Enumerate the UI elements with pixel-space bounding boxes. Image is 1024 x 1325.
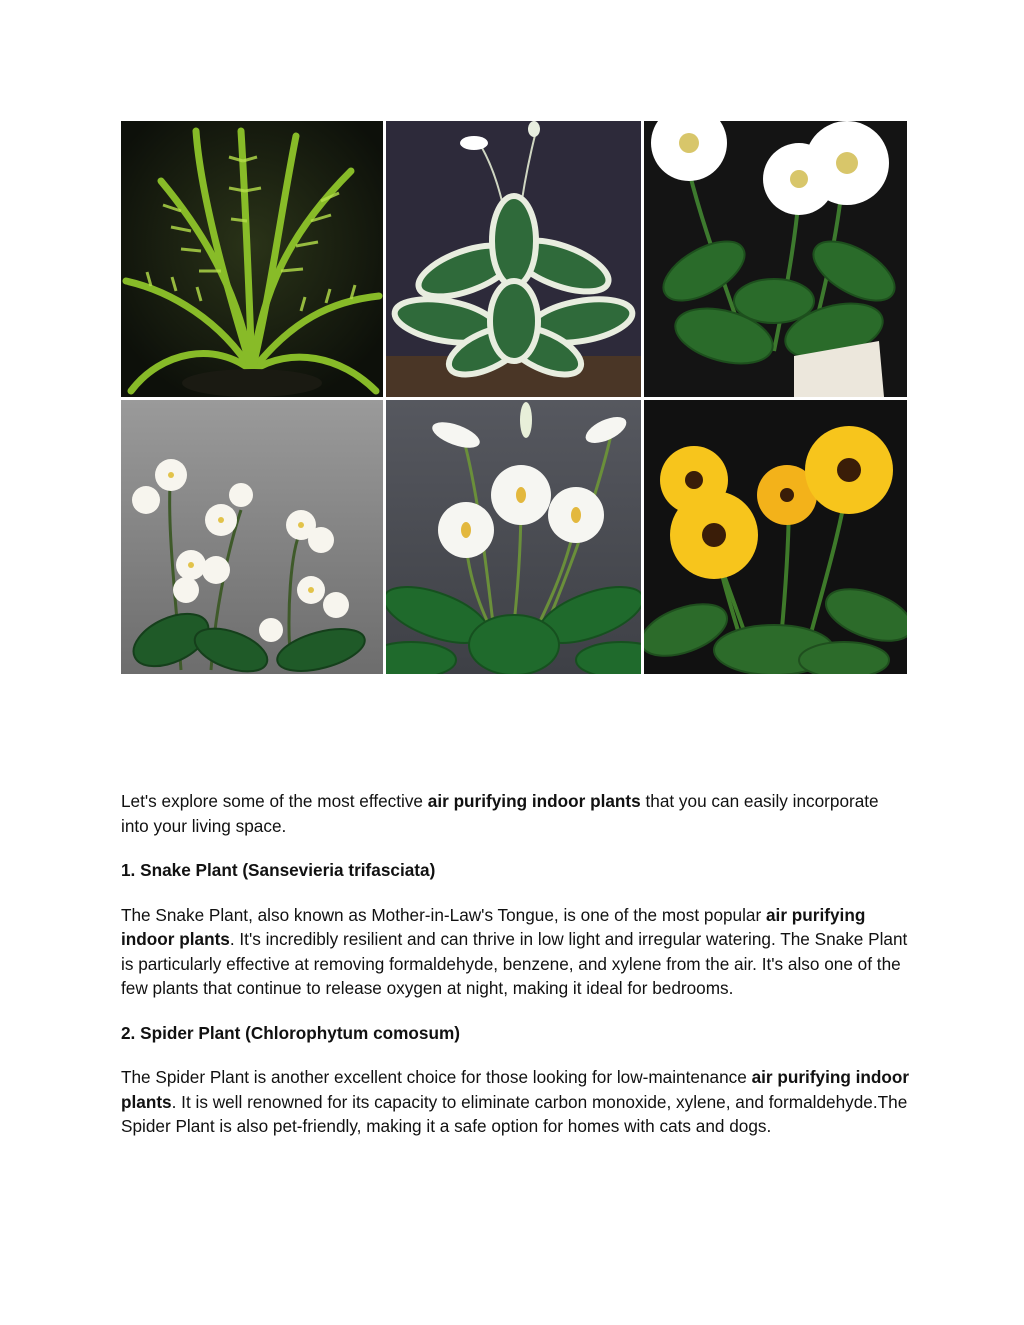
- section-heading-snake-plant: 1. Snake Plant (Sansevieria trifasciata): [121, 860, 436, 880]
- section-heading-spider-plant: 2. Spider Plant (Chlorophytum comosum): [121, 1022, 460, 1043]
- white-orchid-image: [121, 400, 383, 674]
- snake-plant-paragraph: The Snake Plant, also known as Mother-in-Law's Tongue, is one of the most popular air purifying indoor plants. It's incredibly resilient and can thrive in low light and irregular watering. The Snake Plant is particularly effective at removing formaldehyde, benzene, and xylene from the air. It's also one of the few plants that continue to release oxygen at night, making it ideal for bedrooms.: [121, 904, 908, 998]
- yellow-gerbera-image: [644, 400, 907, 674]
- white-gerbera-image: [644, 121, 907, 397]
- keyword-bold: air purifying indoor plants: [427, 791, 641, 811]
- variegated-leaf-plant-image: [386, 121, 641, 397]
- keyword-bold: air purifying indoor plants: [121, 904, 866, 949]
- article-body: [121, 789, 911, 1159]
- peace-lily-image: [386, 400, 641, 674]
- keyword-bold: air purifying indoor plants: [121, 1067, 910, 1112]
- intro-paragraph: Let's explore some of the most effective air purifying indoor plants that you can easily incorporate into your living space.: [121, 791, 879, 836]
- fern-plant-image: [121, 121, 383, 397]
- spider-plant-paragraph: The Spider Plant is another excellent choice for those looking for low-maintenance air purifying indoor plants. It is well renowned for its capacity to eliminate carbon monoxide, xylene, and formaldehyde.The Spider Plant is also pet-friendly, making it a safe option for homes with cats and dogs.: [121, 1067, 910, 1136]
- plant-photo-collage: [121, 121, 907, 674]
